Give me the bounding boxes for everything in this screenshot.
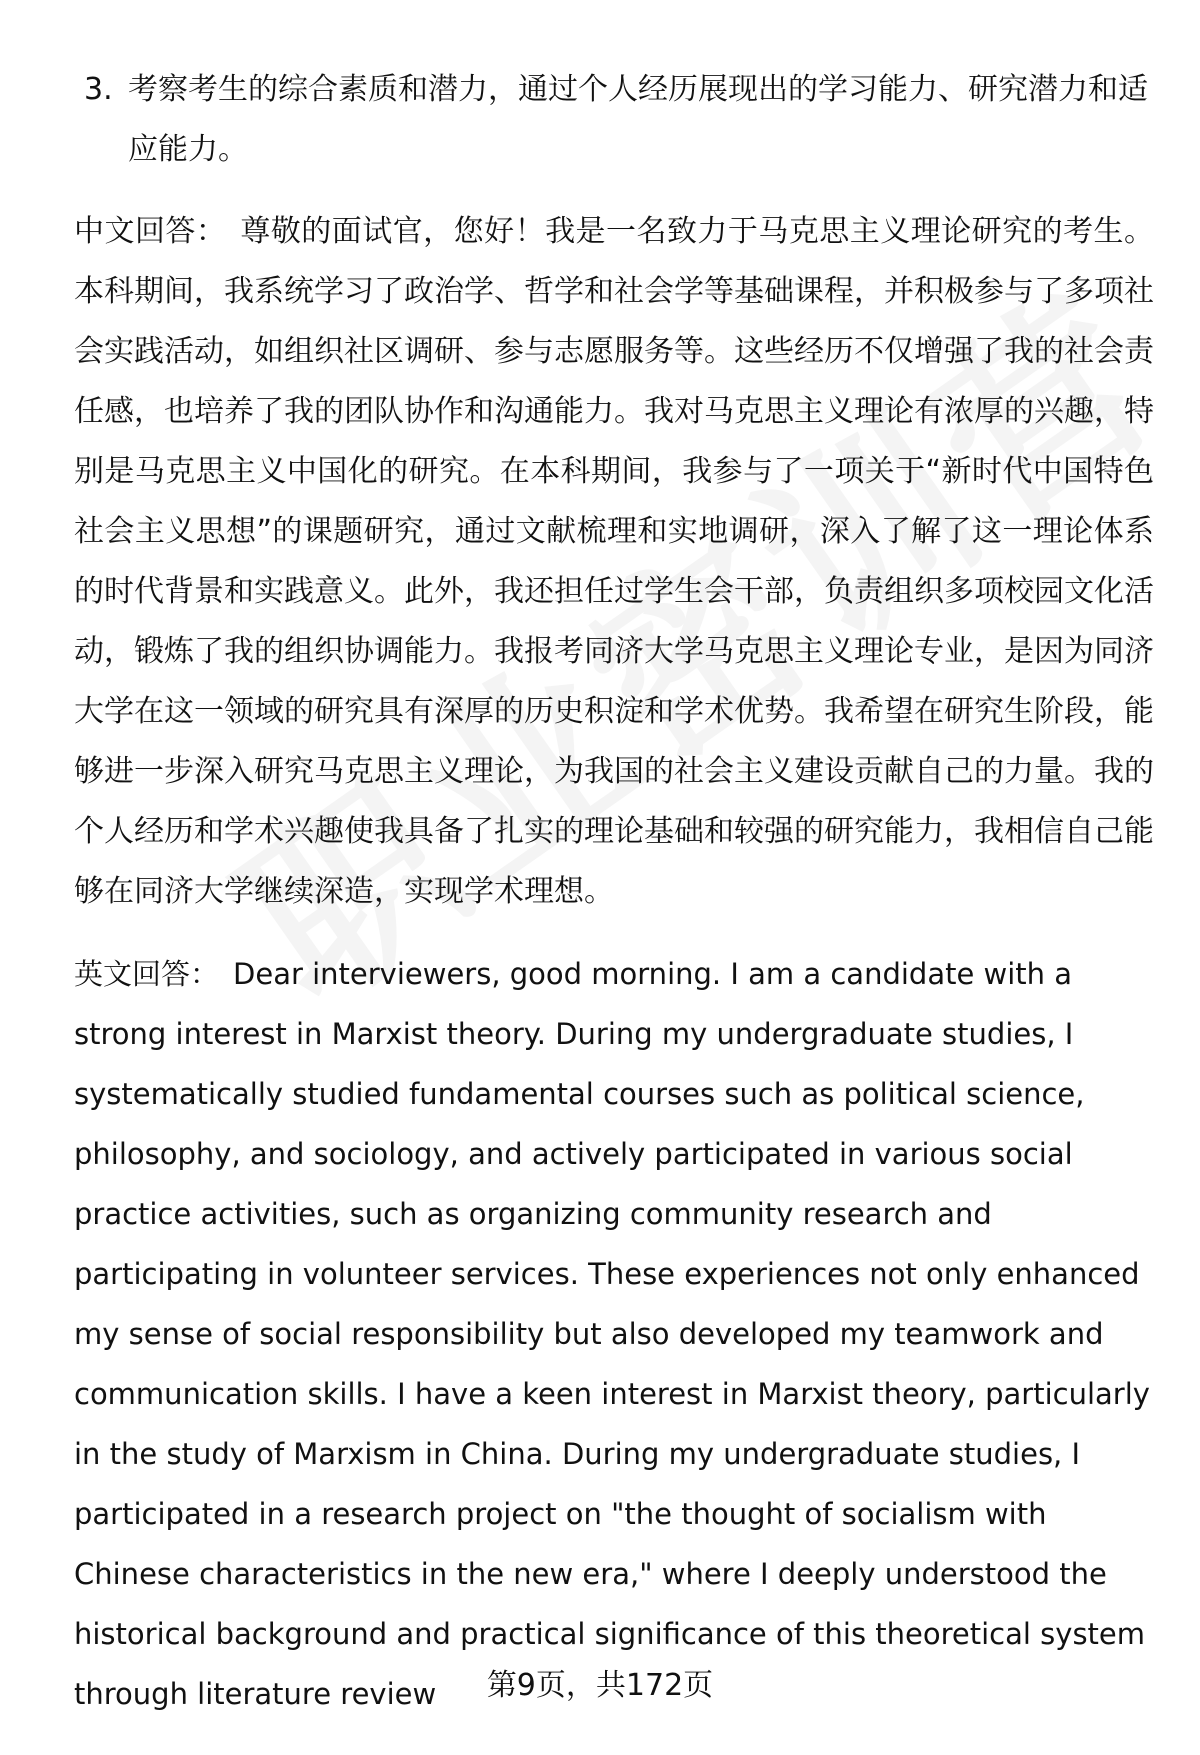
list-item-number: 3. — [84, 72, 113, 107]
english-answer-text: Dear interviewers, good morning. I am a candidate with a strong interest in Marxist theory. During my undergraduate studies, I systematically studied fundamental courses such as political science, philosophy, and sociology, and actively participated in various social practice activities, such as organizing community research and participating in volunteer services. These experiences not only enhanced my sense of social responsibility but also developed my teamwork and communication skills. I have a keen interest in Marxist theory, particularly in the study of Marxism in China. During my undergraduate studies, I participated in a research project on "the thought of socialism with Chinese characteristics in the new era," where I deeply understood the historical background and practical significance of this theoretical system through literature review — [74, 957, 1150, 1711]
chinese-answer-text: 尊敬的面试官，您好！我是一名致力于马克思主义理论研究的考生。本科期间，我系统学习了政治学、哲学和社会学等基础课程，并积极参与了多项社会实践活动，如组织社区调研、参与志愿服务等。这些经历不仅增强了我的社会责任感，也培养了我的团队协作和沟通能力。我对马克思主义理论有浓厚的兴趣，特别是马克思主义中国化的研究。在本科期间，我参与了一项关于“新时代中国特色社会主义思想”的课题研究，通过文献梳理和实地调研，深入了解了这一理论体系的时代背景和实践意义。此外，我还担任过学生会干部，负责组织多项校园文化活动，锻炼了我的组织协调能力。我报考同济大学马克思主义理论专业，是因为同济大学在这一领域的研究具有深厚的历史积淀和学术优势。我希望在研究生阶段，能够进一步深入研究马克思主义理论，为我国的社会主义建设贡献自己的力量。我的个人经历和学术兴趣使我具备了扎实的理论基础和较强的研究能力，我相信自己能够在同济大学继续深造，实现学术理想。 — [74, 214, 1155, 909]
document-content — [74, 60, 1154, 1724]
chinese-answer-paragraph — [74, 202, 1154, 922]
english-answer-paragraph — [74, 944, 1154, 1724]
list-item — [74, 60, 1154, 180]
page-footer: 第9页，共172页 — [486, 1668, 714, 1703]
list-item-text: 考察考生的综合素质和潜力，通过个人经历展现出的学习能力、研究潜力和适应能力。 — [128, 72, 1148, 167]
english-answer-label: 英文回答： — [74, 957, 220, 991]
chinese-answer-label: 中文回答： — [74, 214, 227, 249]
